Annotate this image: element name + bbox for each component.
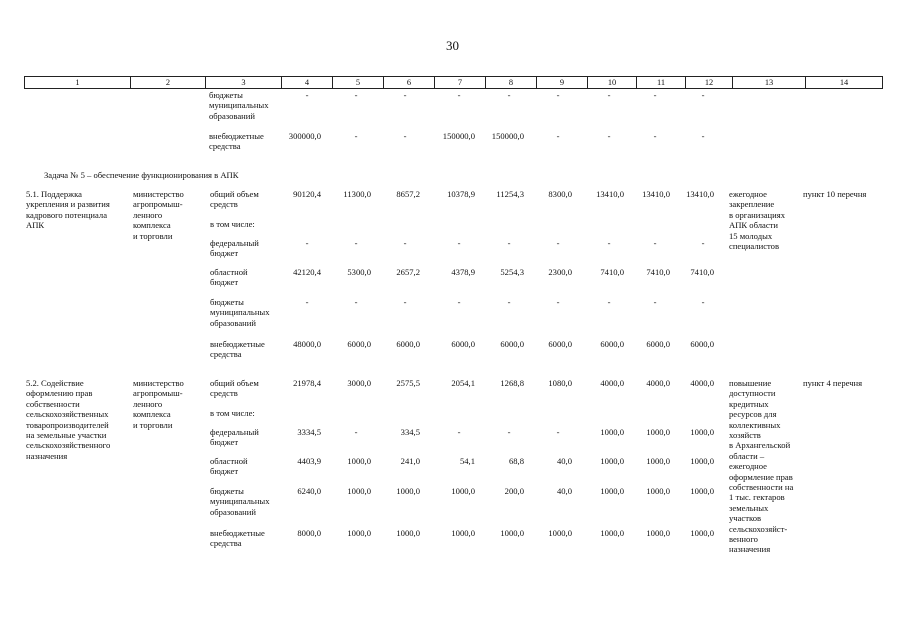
section_52-name-line: на земельные участки — [26, 430, 107, 440]
value-cell: 21978,4 — [293, 378, 321, 388]
value-cell: - — [403, 90, 407, 100]
section_52-name-line: сельскохозяйственного — [26, 440, 111, 451]
value-cell: - — [507, 90, 511, 100]
value-cell: 1000,0 — [646, 528, 670, 538]
value-cell: 1080,0 — [548, 378, 572, 388]
value-cell: - — [354, 427, 358, 437]
value-cell: 1000,0 — [396, 486, 420, 496]
section_52-result-line: сельскохозяйст- — [729, 523, 788, 534]
section_52-result-line: кредитных — [729, 398, 769, 409]
section_51-result-line: АПК области — [729, 220, 779, 231]
section_51-result-line: специалистов — [729, 241, 780, 251]
value-cell: 200,0 — [504, 486, 524, 496]
header-col-10: 10 — [587, 77, 636, 88]
value-cell: - — [701, 297, 705, 307]
section_51-executor-line: комплекса — [133, 220, 171, 231]
value-cell: 6000,0 — [646, 339, 670, 349]
section_52-result-line: повышение — [729, 378, 772, 388]
value-cell: - — [354, 131, 358, 141]
section_52-executor-line: агропромыш- — [133, 388, 183, 399]
section_51-result-line: в организациях — [729, 209, 785, 220]
section_52-row-label-line: федеральный — [210, 427, 259, 437]
section_52-result-line: ресурсов для — [729, 409, 777, 420]
section_52-result-line: венного — [729, 534, 758, 544]
value-cell: 90120,4 — [293, 189, 321, 199]
page-number: 30 — [446, 38, 459, 53]
value-cell: - — [457, 297, 461, 307]
section_51-result-line: 15 молодых — [729, 230, 773, 241]
value-cell: - — [403, 297, 407, 307]
header-col-8: 8 — [485, 77, 536, 88]
section_52-row-label-line: областной — [210, 456, 248, 466]
value-cell: 4000,0 — [600, 378, 624, 388]
value-cell: 1000,0 — [347, 456, 371, 466]
section_52-result-line: собственности на — [729, 482, 794, 492]
section_51-reference: пункт 10 перечня — [803, 189, 867, 199]
value-cell: 4000,0 — [690, 378, 714, 388]
section_51-row-label-line: общий объем — [210, 189, 259, 199]
value-cell: - — [607, 297, 611, 307]
value-cell: - — [556, 238, 560, 248]
header-col-9: 9 — [536, 77, 587, 88]
value-cell: 6000,0 — [690, 339, 714, 349]
section_52-name-line: 5.2. Содействие — [26, 378, 84, 388]
value-cell: 8300,0 — [548, 189, 572, 199]
extrabudget-label-line: средства — [209, 141, 241, 152]
value-cell: 10378,9 — [447, 189, 475, 199]
value-cell: 1000,0 — [600, 486, 624, 496]
value-cell: - — [305, 90, 309, 100]
value-cell: - — [556, 131, 560, 141]
header-col-12: 12 — [685, 77, 732, 88]
value-cell: - — [653, 238, 657, 248]
value-cell: - — [653, 297, 657, 307]
section_52-row-label-line: в том числе: — [210, 408, 255, 418]
muni-budgets-label-line: бюджеты — [209, 90, 243, 100]
section_52-result-line: доступности — [729, 388, 776, 399]
value-cell: 1000,0 — [396, 528, 420, 538]
section_51-row-label-line: бюджет — [210, 277, 239, 288]
value-cell: 1000,0 — [646, 427, 670, 437]
section_52-result-line: земельных — [729, 502, 769, 513]
value-cell: - — [556, 297, 560, 307]
value-cell: - — [607, 238, 611, 248]
table-header-row — [24, 76, 883, 89]
value-cell: 3334,5 — [297, 427, 321, 437]
section_52-row-label-line: образований — [210, 506, 256, 517]
section_52-result-line: 1 тыс. гектаров — [729, 492, 785, 503]
value-cell: 1000,0 — [600, 427, 624, 437]
value-cell: 1000,0 — [451, 486, 475, 496]
value-cell: 6000,0 — [548, 339, 572, 349]
muni-budgets-label-line: образований — [209, 110, 255, 121]
value-cell: 6000,0 — [600, 339, 624, 349]
section_52-row-label-line: общий объем — [210, 378, 259, 388]
value-cell: 6000,0 — [347, 339, 371, 349]
value-cell: - — [354, 90, 358, 100]
value-cell: 54,1 — [459, 456, 475, 466]
value-cell: - — [305, 238, 309, 248]
section_52-reference: пункт 4 перечня — [803, 378, 863, 388]
section_51-name-line: АПК — [26, 220, 45, 231]
value-cell: - — [457, 238, 461, 248]
section_52-result-line: ежегодное — [729, 461, 768, 472]
value-cell: 7410,0 — [646, 267, 670, 277]
value-cell: 1000,0 — [690, 427, 714, 437]
value-cell: 6000,0 — [451, 339, 475, 349]
section_51-executor-line: агропромыш- — [133, 199, 183, 210]
section_52-executor-line: и торговли — [133, 419, 173, 430]
value-cell: 241,0 — [400, 456, 420, 466]
muni-budgets-label-line: муниципальных — [209, 100, 269, 111]
value-cell: 40,0 — [556, 456, 572, 466]
header-col-1: 1 — [75, 78, 80, 87]
header-col-14: 14 — [805, 77, 882, 88]
section_52-row-label-line: бюджет — [210, 437, 239, 448]
value-cell: 1000,0 — [690, 486, 714, 496]
section_52-result-line: коллективных — [729, 419, 781, 430]
value-cell: 5254,3 — [500, 267, 524, 277]
section_52-row-label-line: средства — [210, 538, 242, 549]
value-cell: - — [354, 238, 358, 248]
section_52-result-line: области – — [729, 450, 765, 461]
header-col-6: 6 — [383, 77, 434, 88]
value-cell: - — [556, 90, 560, 100]
value-cell: 11254,3 — [496, 189, 524, 199]
value-cell: 300000,0 — [288, 131, 321, 141]
section_51-row-label-line: областной — [210, 267, 248, 277]
value-cell: 1000,0 — [646, 486, 670, 496]
section_52-row-label-line: внебюджетные — [210, 528, 265, 538]
value-cell: 4000,0 — [646, 378, 670, 388]
value-cell: - — [701, 90, 705, 100]
value-cell: - — [507, 297, 511, 307]
section_51-row-label-line: внебюджетные — [210, 339, 265, 349]
value-cell: 8657,2 — [396, 189, 420, 199]
value-cell: - — [507, 238, 511, 248]
value-cell: 7410,0 — [690, 267, 714, 277]
header-col-5: 5 — [332, 77, 383, 88]
section_51-row-label-line: бюджет — [210, 248, 239, 259]
section_51-row-label-line: средства — [210, 349, 242, 360]
section_52-result-line: хозяйств — [729, 430, 761, 440]
section_52-name-line: сельскохозяйственных — [26, 409, 109, 420]
value-cell: 2300,0 — [548, 267, 572, 277]
value-cell: - — [701, 131, 705, 141]
value-cell: 13410,0 — [596, 189, 624, 199]
section_52-result-line: в Архангельской — [729, 440, 791, 451]
value-cell: 2575,5 — [396, 378, 420, 388]
value-cell: - — [403, 131, 407, 141]
section_52-row-label-line: бюджеты — [210, 486, 244, 496]
value-cell: - — [556, 427, 560, 437]
section_51-row-label-line: бюджеты — [210, 297, 244, 307]
section_52-result-line: назначения — [729, 544, 771, 555]
value-cell: 150000,0 — [491, 131, 524, 141]
value-cell: 150000,0 — [442, 131, 475, 141]
task-title: Задача № 5 – обеспечение функционирования в АПК — [44, 170, 239, 180]
section_51-name-line: кадрового потенциала — [26, 209, 108, 220]
section_51-row-label-line: средств — [210, 199, 238, 210]
section_51-row-label-line: муниципальных — [210, 307, 270, 318]
value-cell: 40,0 — [556, 486, 572, 496]
section_51-name-line: 5.1. Поддержка — [26, 189, 82, 199]
value-cell: 1000,0 — [548, 528, 572, 538]
section_52-row-label-line: муниципальных — [210, 496, 270, 507]
value-cell: 1000,0 — [347, 528, 371, 538]
value-cell: 11300,0 — [343, 189, 371, 199]
value-cell: 1000,0 — [600, 528, 624, 538]
section_51-row-label-line: федеральный — [210, 238, 259, 248]
section_52-name-line: назначения — [26, 450, 68, 461]
value-cell: 1000,0 — [690, 456, 714, 466]
value-cell: 4378,9 — [451, 267, 475, 277]
value-cell: 7410,0 — [600, 267, 624, 277]
section_52-executor-line: министерство — [133, 378, 184, 388]
section_51-executor-line: ленного — [133, 209, 163, 220]
value-cell: 6000,0 — [500, 339, 524, 349]
value-cell: 6000,0 — [396, 339, 420, 349]
section_52-name-line: оформлению прав — [26, 388, 93, 399]
section_52-row-label-line: средств — [210, 388, 238, 399]
section_51-row-label-line: в том числе: — [210, 219, 255, 229]
value-cell: 6240,0 — [297, 486, 321, 496]
value-cell: 5300,0 — [347, 267, 371, 277]
value-cell: 1000,0 — [646, 456, 670, 466]
value-cell: 3000,0 — [347, 378, 371, 388]
section_52-row-label-line: бюджет — [210, 466, 239, 477]
section_52-executor-line: ленного — [133, 398, 163, 409]
value-cell: 1000,0 — [600, 456, 624, 466]
value-cell: 1000,0 — [690, 528, 714, 538]
section_52-name-line: собственности — [26, 398, 80, 409]
value-cell: - — [653, 131, 657, 141]
value-cell: 68,8 — [508, 456, 524, 466]
value-cell: 4403,9 — [297, 456, 321, 466]
value-cell: - — [653, 90, 657, 100]
value-cell: - — [507, 427, 511, 437]
section_51-executor-line: министерство — [133, 189, 184, 199]
extrabudget-label-line: внебюджетные — [209, 131, 264, 141]
section_52-name-line: товаропроизводителей — [26, 419, 109, 430]
header-col-7: 7 — [434, 77, 485, 88]
header-col-2: 2 — [130, 77, 205, 88]
header-col-4: 4 — [281, 77, 332, 88]
value-cell: 1000,0 — [451, 528, 475, 538]
value-cell: - — [403, 238, 407, 248]
section_52-result-line: оформление прав — [729, 471, 793, 482]
section_51-result-line: ежегодное — [729, 189, 768, 199]
value-cell: - — [607, 131, 611, 141]
value-cell: 42120,4 — [293, 267, 321, 277]
header-col-3: 3 — [205, 77, 281, 88]
header-col-11: 11 — [636, 77, 685, 88]
value-cell: 334,5 — [400, 427, 420, 437]
value-cell: - — [305, 297, 309, 307]
value-cell: 13410,0 — [642, 189, 670, 199]
value-cell: 2657,2 — [396, 267, 420, 277]
value-cell: 13410,0 — [686, 189, 714, 199]
value-cell: 1268,8 — [500, 378, 524, 388]
value-cell: 8000,0 — [297, 528, 321, 538]
section_51-executor-line: и торговли — [133, 230, 173, 241]
value-cell: 1000,0 — [347, 486, 371, 496]
section_51-result-line: закрепление — [729, 199, 775, 210]
value-cell: - — [354, 297, 358, 307]
section_52-result-line: участков — [729, 513, 762, 524]
section_51-row-label-line: образований — [210, 317, 256, 328]
value-cell: - — [457, 427, 461, 437]
section_51-name-line: укрепления и развития — [26, 199, 110, 210]
value-cell: 1000,0 — [500, 528, 524, 538]
value-cell: - — [701, 238, 705, 248]
value-cell: 2054,1 — [451, 378, 475, 388]
value-cell: - — [607, 90, 611, 100]
value-cell: - — [457, 90, 461, 100]
value-cell: 48000,0 — [293, 339, 321, 349]
section_52-executor-line: комплекса — [133, 409, 171, 420]
header-col-13: 13 — [732, 77, 805, 88]
